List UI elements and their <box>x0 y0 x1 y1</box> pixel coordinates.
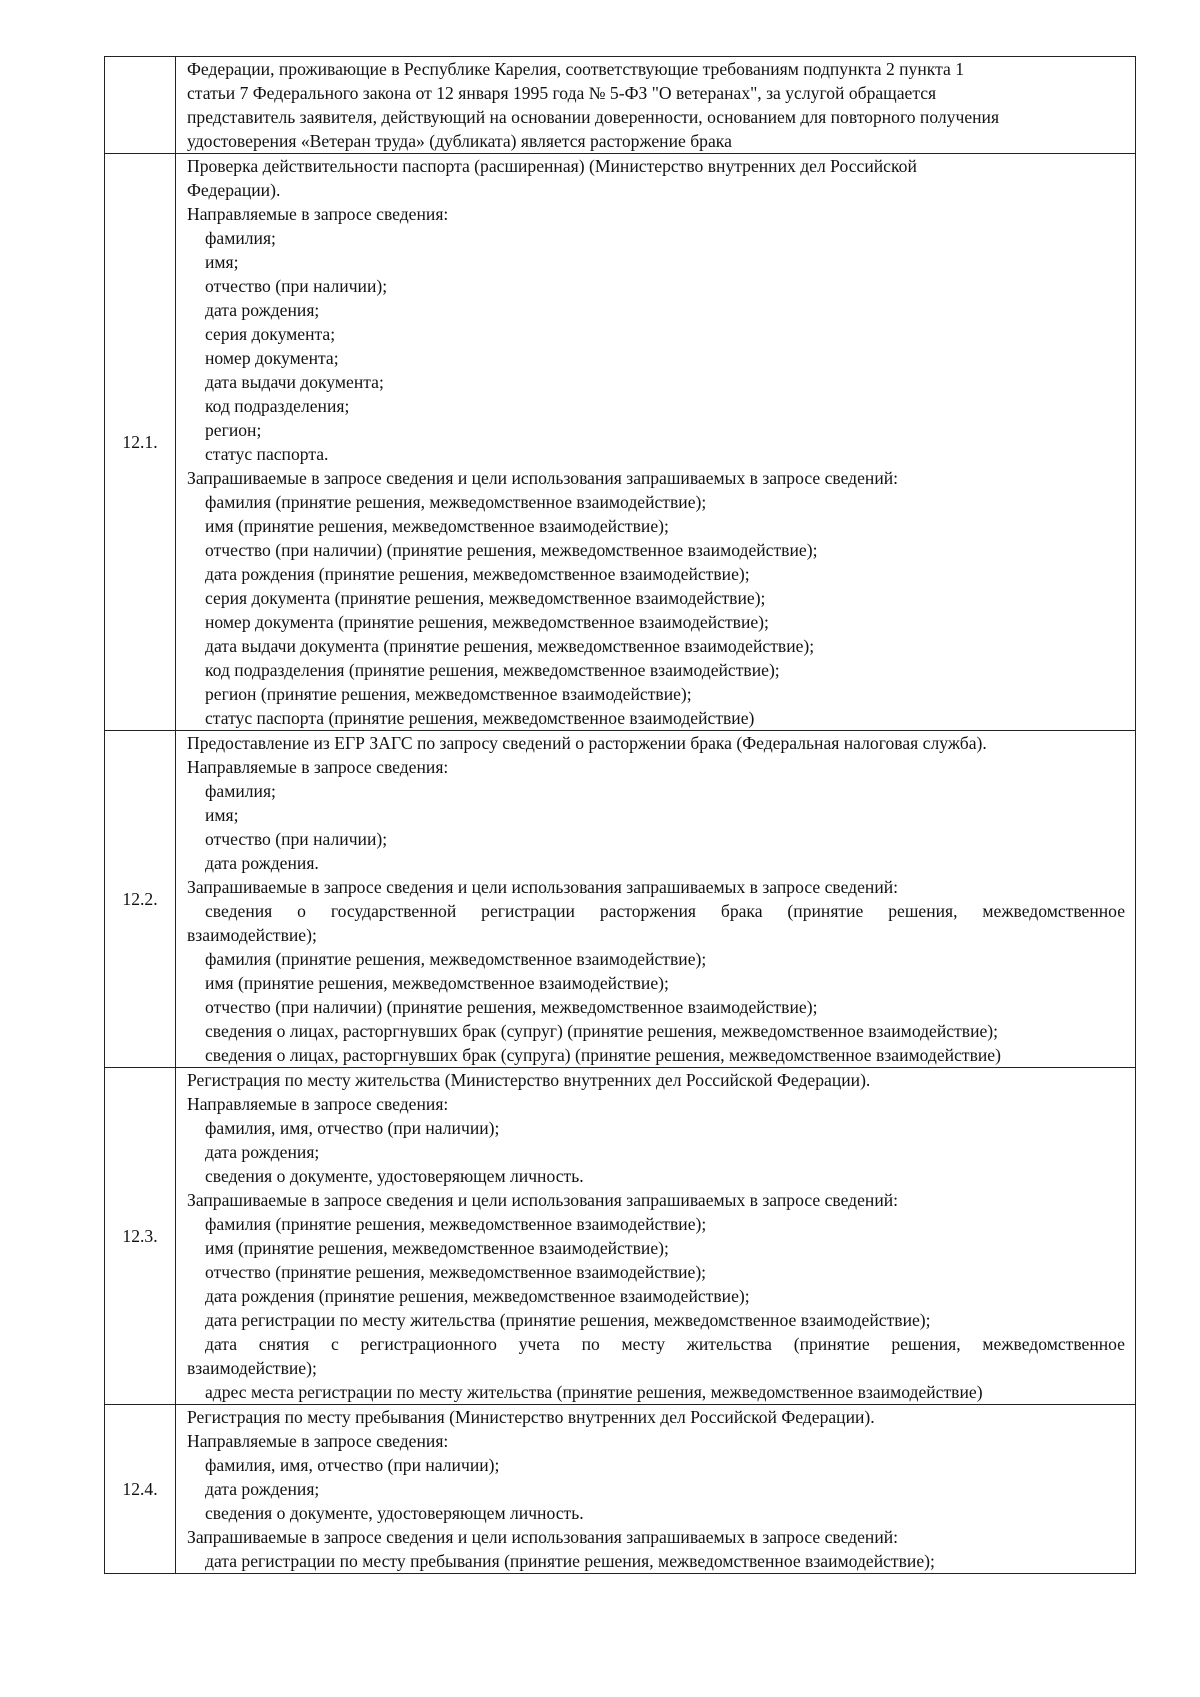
text-line: дата рождения; <box>205 300 320 320</box>
text-line: Направляемые в запросе сведения: <box>187 757 449 777</box>
text-line: регион; <box>205 420 262 440</box>
text-line: номер документа (принятие решения, межведомственное взаимодействие); <box>205 612 769 632</box>
text-line: сведения о лицах, расторгнувших брак (супруг) (принятие решения, межведомственное взаимодействие); <box>205 1021 999 1041</box>
row-number: 12.4. <box>105 1405 176 1574</box>
text-line: регион (принятие решения, межведомственное взаимодействие); <box>205 684 692 704</box>
text-line: имя (принятие решения, межведомственное взаимодействие); <box>205 516 669 536</box>
text-line: отчество (при наличии) (принятие решения, межведомственное взаимодействие); <box>205 997 818 1017</box>
text-line: Запрашиваемые в запросе сведения и цели использования запрашиваемых в запросе сведений: <box>187 1527 899 1547</box>
text-line: взаимодействие); <box>187 925 317 945</box>
row-content <box>176 731 1136 1068</box>
text-line: имя; <box>205 252 239 272</box>
text-line: фамилия, имя, отчество (при наличии); <box>205 1118 500 1138</box>
text-line: адрес места регистрации по месту жительства (принятие решения, межведомственное взаимодействие) <box>205 1382 983 1402</box>
text-line: дата снятия с регистрационного учета по месту жительства (принятие решения, межведомственное <box>205 1334 1125 1354</box>
text-line: Запрашиваемые в запросе сведения и цели использования запрашиваемых в запросе сведений: <box>187 877 899 897</box>
row-content <box>176 1068 1136 1405</box>
text-line: Запрашиваемые в запросе сведения и цели использования запрашиваемых в запросе сведений: <box>187 468 899 488</box>
text-line: дата выдачи документа; <box>205 372 384 392</box>
text-line: отчество (при наличии); <box>205 829 388 849</box>
text-line: серия документа (принятие решения, межведомственное взаимодействие); <box>205 588 766 608</box>
text-line: Направляемые в запросе сведения: <box>187 1094 449 1114</box>
text-line: Проверка действительности паспорта (расширенная) (Министерство внутренних дел Российской <box>187 156 917 176</box>
text-line: Федерации). <box>187 180 281 200</box>
table-row <box>105 57 1136 154</box>
text-line: серия документа; <box>205 324 336 344</box>
text-line: сведения о документе, удостоверяющем личность. <box>205 1166 584 1186</box>
text-line: фамилия (принятие решения, межведомственное взаимодействие); <box>205 949 707 969</box>
text-line: Регистрация по месту пребывания (Министерство внутренних дел Российской Федерации). <box>187 1407 875 1427</box>
row-content <box>176 154 1136 731</box>
text-line: фамилия (принятие решения, межведомственное взаимодействие); <box>205 1214 707 1234</box>
document-table <box>104 56 1136 1574</box>
row-content <box>176 57 1136 154</box>
table-row <box>105 1405 1136 1574</box>
text-line: дата рождения. <box>205 853 319 873</box>
text-line: фамилия; <box>205 781 276 801</box>
text-line: дата рождения (принятие решения, межведомственное взаимодействие); <box>205 564 750 584</box>
row-number: 12.3. <box>105 1068 176 1405</box>
text-line: дата рождения; <box>205 1142 320 1162</box>
text-line: Запрашиваемые в запросе сведения и цели использования запрашиваемых в запросе сведений: <box>187 1190 899 1210</box>
text-line: Регистрация по месту жительства (Министерство внутренних дел Российской Федерации). <box>187 1070 871 1090</box>
text-line: Предоставление из ЕГР ЗАГС по запросу сведений о расторжении брака (Федеральная налоговая служба). <box>187 733 987 753</box>
text-line: удостоверения «Ветеран труда» (дубликата) является расторжение брака <box>187 131 732 151</box>
text-line: отчество (при наличии) (принятие решения, межведомственное взаимодействие); <box>205 540 818 560</box>
text-line: статус паспорта. <box>205 444 329 464</box>
text-line: дата рождения (принятие решения, межведомственное взаимодействие); <box>205 1286 750 1306</box>
text-line: фамилия; <box>205 228 276 248</box>
text-line: код подразделения; <box>205 396 350 416</box>
text-line: код подразделения (принятие решения, межведомственное взаимодействие); <box>205 660 780 680</box>
text-line: сведения о государственной регистрации расторжения брака (принятие решения, межведомственное <box>205 901 1125 921</box>
row-number <box>105 57 176 154</box>
text-line: Направляемые в запросе сведения: <box>187 1431 449 1451</box>
text-line: фамилия (принятие решения, межведомственное взаимодействие); <box>205 492 707 512</box>
text-line: Федерации, проживающие в Республике Карелия, соответствующие требованиям подпункта 2 пункта 1 <box>187 59 964 79</box>
text-line: отчество (при наличии); <box>205 276 388 296</box>
text-line: номер документа; <box>205 348 339 368</box>
text-line: фамилия, имя, отчество (при наличии); <box>205 1455 500 1475</box>
table-row <box>105 154 1136 731</box>
row-number: 12.2. <box>105 731 176 1068</box>
document-table-body <box>105 57 1136 1574</box>
text-line: сведения о документе, удостоверяющем личность. <box>205 1503 584 1523</box>
text-line: дата регистрации по месту пребывания (принятие решения, межведомственное взаимодействие); <box>205 1551 935 1571</box>
table-row <box>105 731 1136 1068</box>
text-line: отчество (принятие решения, межведомственное взаимодействие); <box>205 1262 707 1282</box>
text-line: статус паспорта (принятие решения, межведомственное взаимодействие) <box>205 708 755 728</box>
text-line: статьи 7 Федерального закона от 12 января 1995 года № 5-ФЗ "О ветеранах", за услугой обращается <box>187 83 937 103</box>
text-line: сведения о лицах, расторгнувших брак (супруга) (принятие решения, межведомственное взаимодействие) <box>205 1045 1001 1065</box>
text-line: дата регистрации по месту жительства (принятие решения, межведомственное взаимодействие); <box>205 1310 931 1330</box>
text-line: представитель заявителя, действующий на основании доверенности, основанием для повторного получения <box>187 107 1000 127</box>
table-row <box>105 1068 1136 1405</box>
text-line: имя; <box>205 805 239 825</box>
row-content <box>176 1405 1136 1574</box>
row-number: 12.1. <box>105 154 176 731</box>
text-line: Направляемые в запросе сведения: <box>187 204 449 224</box>
text-line: дата выдачи документа (принятие решения, межведомственное взаимодействие); <box>205 636 815 656</box>
text-line: дата рождения; <box>205 1479 320 1499</box>
text-line: имя (принятие решения, межведомственное взаимодействие); <box>205 1238 669 1258</box>
text-line: взаимодействие); <box>187 1358 317 1378</box>
text-line: имя (принятие решения, межведомственное взаимодействие); <box>205 973 669 993</box>
